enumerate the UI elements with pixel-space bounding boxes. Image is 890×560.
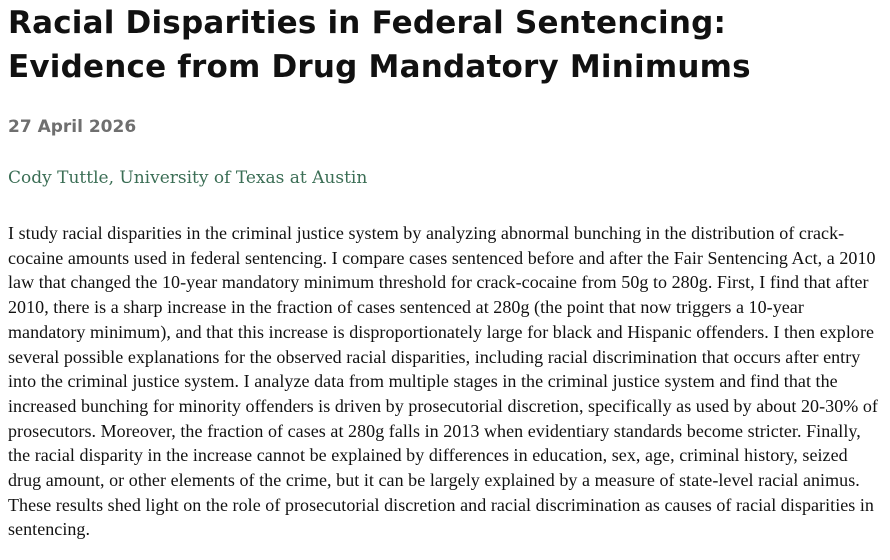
abstract-text: I study racial disparities in the criminal justice system by analyzing abnormal bunching in the distribution of crack-cocaine amounts used in federal sentencing. I compare cases sentenced before and after the Fair Sentencing Act, a 2010 law that changed the 10-year mandatory minimum threshold for crack-cocaine from 50g to 280g. First, I find that after 2010, there is a sharp increase in the fraction of cases sentenced at 280g (the point that now triggers a 10-year mandatory minimum), and that this increase is disproportionately large for black and Hispanic offenders. I then explore several possible explanations for the observed racial disparities, including racial discrimination that occurs after entry into the criminal justice system. I analyze data from multiple stages in the criminal justice system and find that the increased bunching for minority offenders is driven by prosecutorial discretion, specifically as used by about 20-30% of prosecutors. Moreover, the fraction of cases at 280g falls in 2013 when evidentiary standards become stricter. Finally, the racial disparity in the increase cannot be explained by differences in education, sex, age, criminal history, seized drug amount, or other elements of the crime, but it can be largely explained by a measure of state-level racial animus. These results shed light on the role of prosecutorial discretion and racial discrimination as causes of racial disparities in sentencing.	[8, 223, 878, 540]
author-affiliation: Cody Tuttle, University of Texas at Austin	[8, 168, 368, 188]
paper-title: Racial Disparities in Federal Sentencing: Evidence from Drug Mandatory Minimums	[8, 5, 751, 85]
publication-date: 27 April 2026	[8, 117, 137, 137]
paper-page	[8, 0, 882, 560]
